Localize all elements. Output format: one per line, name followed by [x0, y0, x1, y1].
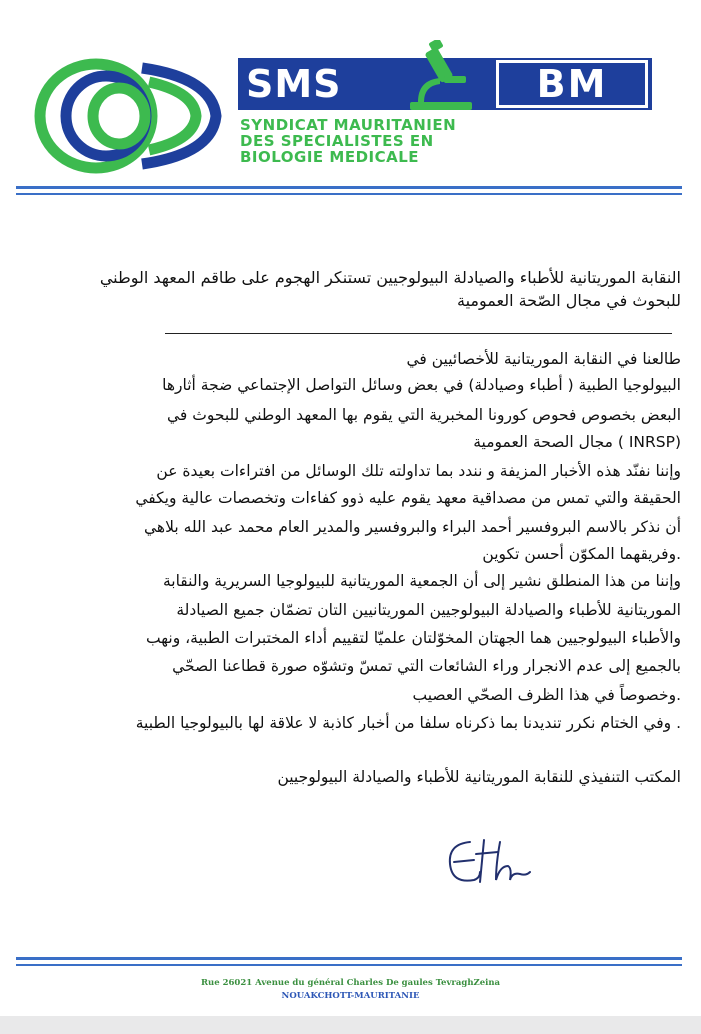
- body-line: والأطباء البيولوجيين هما الجهتان المخوّلتان علميّا لتقييم أداء المختبرات الطبية، ونهب: [146, 629, 681, 647]
- syndicate-logo-rings: [24, 48, 234, 183]
- org-name-line: DES SPECIALISTES EN: [240, 132, 434, 150]
- letter-title-line: النقابة الموريتانية للأطباء والصيادلة البيولوجيين تستنكر الهجوم على طاقم المعهد الوطني: [99, 268, 681, 287]
- body-line: وإننا من هذا المنطلق نشير إلى أن الجمعية الموريتانية للبيولوجيا السريرية والنقابة: [162, 572, 681, 590]
- body-line: البعض بخصوص فحوص كورونا المخبرية التي يقوم بها المعهد الوطني للبحوث في: [166, 406, 681, 424]
- body-line: أن نذكر بالاسم البروفسير أحمد البراء والبروفسير والمدير العام محمد عبد الله بلاهي: [143, 518, 681, 536]
- organization-name: [240, 117, 640, 165]
- body-line: . وفي الختام نكرر تنديدنا بما ذكرناه سلفا من أخبار كاذبة لا علاقة لها بالبيولوجيا الطبية: [135, 714, 681, 732]
- viewer-bottom-strip: [0, 1016, 701, 1034]
- org-name-line: BIOLOGIE MEDICALE: [240, 148, 420, 166]
- brand-sms: SMS: [246, 62, 342, 106]
- body-line: البيولوجيا الطبية ( أطباء وصيادلة) في بعض وسائل التواصل الإجتماعي ضجة أثارها: [162, 376, 681, 394]
- footer-rule-top: [16, 957, 682, 960]
- body-line: بالجميع إلى عدم الانجرار وراء الشائعات التي تمسّ وتشوّه صورة قطاعنا الصحّي: [172, 657, 681, 675]
- header-rule-bottom: [16, 193, 682, 195]
- body-line: .وخصوصاً في هذا الظرف الصحّي العصيب: [412, 686, 681, 704]
- body-line: الموريتانية للأطباء والصيادلة البيولوجيين الموريتانيين التان تضمّان جميع الصيادلة: [176, 601, 681, 619]
- org-name-line: SYNDICAT MAURITANIEN: [240, 116, 457, 134]
- body-line: الحقيقة والتي تمس من مصداقية معهد يقوم عليه ذوو كفاءات وتخصصات عالية ويكفي: [135, 489, 681, 507]
- body-line: وإننا نفنّد هذه الأخبار المزيفة و نندد بما تداولته تلك الوسائل من افتراءات بعيدة عن: [156, 462, 681, 480]
- body-line: .وفريقهما المكوّن أحسن تكوين: [482, 545, 681, 563]
- letter-title-line: للبحوث في مجال الصّحة العمومية: [456, 291, 681, 310]
- footer-city: NOUAKCHOTT-MAURITANIE: [281, 991, 420, 1001]
- handwritten-signature: [440, 832, 540, 894]
- header-rule-top: [16, 186, 682, 189]
- footer-rule-bottom: [16, 964, 682, 966]
- closing-signatory: المكتب التنفيذي للنقابة الموريتانية للأطباء والصيادلة البيولوجيين: [277, 768, 681, 786]
- microscope-icon: [400, 40, 480, 112]
- body-line: طالعنا في النقابة الموريتانية للأخصائيين في: [406, 350, 681, 368]
- footer-address: Rue 26021 Avenue du général Charles De gaules TevraghZeina: [200, 978, 501, 988]
- body-line: (INRSP ) مجال الصحة العمومية: [473, 433, 681, 451]
- brand-bm: BM: [496, 60, 648, 108]
- title-separator: [165, 333, 672, 334]
